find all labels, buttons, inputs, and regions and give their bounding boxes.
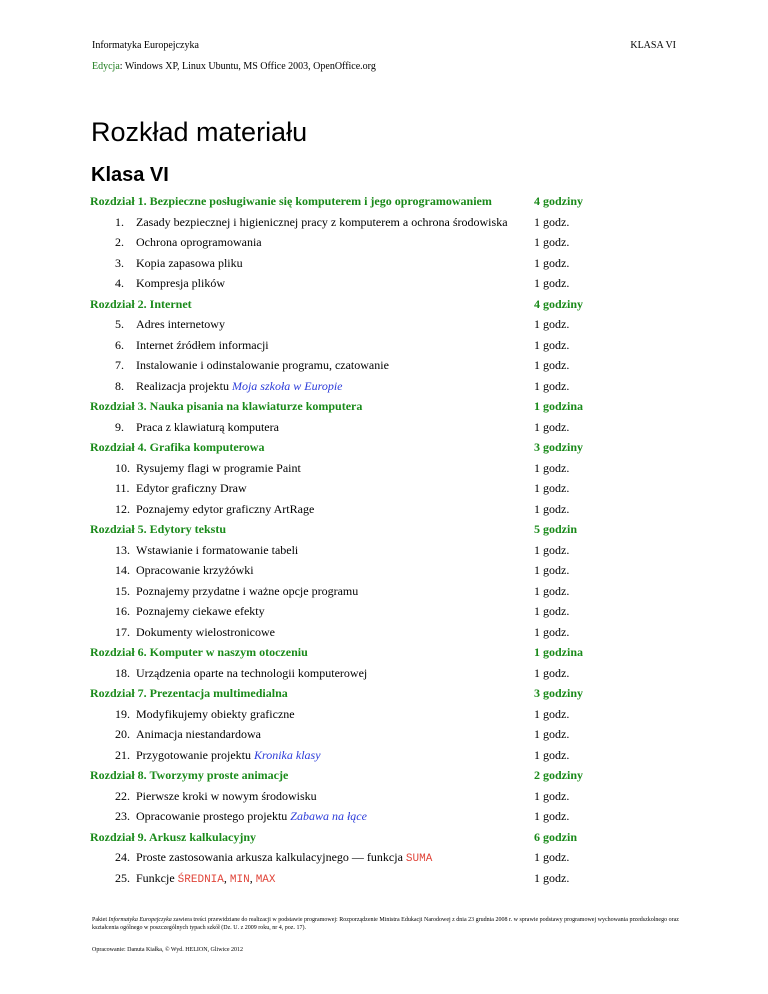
title-text: Internet źródłem informacji — [136, 337, 269, 352]
hours: 6 godzin — [534, 829, 578, 844]
chapter-row — [90, 827, 680, 848]
hours: 1 godz. — [534, 378, 570, 393]
lesson-row — [90, 478, 680, 499]
chapter-row — [90, 765, 680, 786]
lesson-title — [115, 847, 432, 870]
chapter-row — [90, 437, 680, 458]
lesson-number: 20. — [115, 727, 130, 741]
lesson-title — [115, 355, 389, 376]
lesson-title — [115, 663, 367, 684]
hours: 1 godz. — [534, 481, 570, 495]
title-text: Dokumenty wielostronicowe — [136, 624, 275, 639]
hours: 1 godz. — [534, 788, 570, 803]
lesson-title — [115, 212, 508, 233]
title-text: Ochrona oprogramowania — [136, 235, 262, 249]
hours: 1 godz. — [534, 255, 570, 270]
edition-text: : Windows XP, Linux Ubuntu, MS Office 2003, OpenOffice.org — [119, 61, 376, 72]
hours: 1 godz. — [534, 542, 570, 557]
title-text: Rozdział 7. Prezentacja multimedialna — [90, 686, 288, 700]
project-name: Zabawa na łące — [290, 809, 367, 823]
lesson-row — [90, 868, 680, 889]
title-text: Rozdział 5. Edytory tekstu — [90, 522, 226, 536]
chapter-title — [90, 396, 362, 417]
lesson-number: 18. — [115, 665, 130, 680]
hours: 1 godz. — [534, 419, 570, 434]
lesson-number: 11. — [115, 481, 130, 495]
lesson-number: 21. — [115, 747, 130, 762]
lesson-number: 15. — [115, 583, 130, 598]
title-text: Opracowanie krzyżówki — [136, 563, 254, 577]
lesson-number: 1. — [115, 214, 124, 229]
lesson-number: 23. — [115, 809, 130, 823]
footer-note-post: zawiera treści przewidziane do realizacji w podstawie programowej: Rozporządzenie Ministra Edukacji Narodowej z dnia 23 grudnia 2008 r. w sprawie podstawy programowej wychowania przedszkolnego oraz kształcenia ogólnego w poszczególnych typach szkół (Dz. U. z 2009 roku, nr 4, poz. 17). — [92, 917, 679, 931]
hours: 1 godz. — [534, 317, 570, 331]
lesson-row — [90, 376, 680, 397]
chapter-row — [90, 642, 680, 663]
footer-note — [92, 916, 682, 932]
hours: 1 godz. — [534, 276, 570, 290]
hours: 1 godz. — [534, 665, 570, 680]
lesson-row — [90, 745, 680, 766]
title-text: Funkcje — [136, 870, 178, 885]
title-text: Rozdział 2. Internet — [90, 296, 192, 311]
lesson-title — [115, 786, 317, 807]
lesson-row — [90, 663, 680, 684]
lesson-number: 16. — [115, 604, 130, 618]
title-text: Realizacja projektu — [136, 378, 232, 393]
lesson-number: 7. — [115, 358, 124, 372]
lesson-title — [115, 868, 276, 891]
title-text: Poznajemy edytor graficzny ArtRage — [136, 501, 315, 516]
title-text: Instalowanie i odinstalowanie programu, czatowanie — [136, 358, 389, 372]
function-name: MAX — [255, 873, 276, 886]
title-text: Praca z klawiaturą komputera — [136, 419, 279, 434]
lesson-title — [115, 253, 243, 274]
lesson-title — [115, 622, 275, 643]
chapter-row — [90, 294, 680, 315]
hours: 2 godziny — [534, 768, 584, 782]
lesson-row — [90, 806, 680, 827]
project-name: Kronika klasy — [253, 747, 321, 762]
title-text: Rozdział 6. Komputer w naszym otoczeniu — [90, 645, 308, 659]
title-text: Adres internetowy — [136, 317, 225, 331]
chapter-title — [90, 191, 492, 212]
hours: 1 godz. — [534, 460, 570, 475]
function-name: MIN — [229, 873, 250, 886]
lesson-row — [90, 273, 680, 294]
lesson-number: 10. — [115, 460, 130, 475]
chapter-row — [90, 396, 680, 417]
lesson-row — [90, 540, 680, 561]
hours: 4 godziny — [534, 296, 584, 311]
hours: 3 godziny — [534, 686, 584, 700]
chapter-title — [90, 765, 288, 786]
chapter-title — [90, 642, 308, 663]
hours: 1 godz. — [534, 235, 570, 249]
title-text: Kopia zapasowa pliku — [136, 255, 243, 270]
header-title: Informatyka Europejczyka — [92, 40, 199, 51]
lesson-title — [115, 560, 254, 581]
lesson-number: 24. — [115, 850, 130, 864]
footer-author: Opracowanie: Danuta Kiałka, © Wyd. HELION, Gliwice 2012 — [92, 947, 244, 953]
lesson-title — [115, 724, 261, 745]
lesson-number: 12. — [115, 501, 130, 516]
lesson-row — [90, 560, 680, 581]
hours: 1 godz. — [534, 583, 570, 598]
title-text: Animacja niestandardowa — [136, 727, 261, 741]
separator: , — [249, 870, 256, 885]
lesson-number: 8. — [115, 378, 124, 393]
lesson-row — [90, 253, 680, 274]
hours: 1 godz. — [534, 809, 570, 823]
lesson-number: 3. — [115, 255, 124, 270]
lesson-title — [115, 745, 321, 766]
lesson-row — [90, 212, 680, 233]
chapter-title — [90, 294, 192, 315]
lesson-row — [90, 355, 680, 376]
lesson-row — [90, 417, 680, 438]
chapter-row — [90, 191, 680, 212]
lesson-title — [115, 417, 279, 438]
hours: 1 godz. — [534, 870, 570, 885]
function-name: SUMA — [405, 853, 433, 865]
hours: 1 godzina — [534, 645, 584, 659]
lesson-title — [115, 601, 265, 622]
title-text: Wstawianie i formatowanie tabeli — [136, 542, 299, 557]
chapter-title — [90, 437, 264, 458]
lesson-row — [90, 786, 680, 807]
lesson-number: 2. — [115, 235, 124, 249]
title-text: Zasady bezpiecznej i higienicznej pracy z komputerem a ochrona środowiska — [136, 214, 508, 229]
hours: 1 godz. — [534, 706, 570, 721]
lesson-title — [115, 499, 314, 520]
lesson-title — [115, 540, 298, 561]
lesson-number: 14. — [115, 563, 130, 577]
hours: 1 godz. — [534, 747, 570, 762]
hours: 3 godziny — [534, 440, 584, 454]
title-text: Poznajemy ciekawe efekty — [136, 604, 265, 618]
lesson-number: 25. — [115, 870, 130, 885]
lesson-title — [115, 458, 301, 479]
hours: 1 godz. — [534, 604, 570, 618]
chapter-title — [90, 519, 226, 540]
lesson-row — [90, 499, 680, 520]
lesson-number: 17. — [115, 624, 130, 639]
hours: 1 godz. — [534, 501, 570, 516]
title-text: Poznajemy przydatne i ważne opcje programu — [136, 583, 359, 598]
chapter-title — [90, 827, 256, 848]
hours: 1 godz. — [534, 563, 570, 577]
title-text: Urządzenia oparte na technologii komputerowej — [136, 665, 368, 680]
lesson-row — [90, 704, 680, 725]
lesson-row — [90, 458, 680, 479]
separator: , — [223, 870, 230, 885]
footer-note-pre: Pakiet — [92, 917, 109, 923]
title-text: Przygotowanie projektu — [136, 747, 254, 762]
lesson-row — [90, 724, 680, 745]
edition-line — [92, 61, 376, 72]
lesson-number: 22. — [115, 788, 130, 803]
hours: 1 godz. — [534, 850, 570, 864]
hours: 1 godz. — [534, 624, 570, 639]
title-text: Rysujemy flagi w programie Paint — [136, 460, 301, 475]
chapter-title — [90, 683, 288, 704]
chapter-row — [90, 683, 680, 704]
lesson-number: 13. — [115, 542, 130, 557]
title-text: Modyfikujemy obiekty graficzne — [136, 706, 295, 721]
lesson-title — [115, 478, 247, 499]
lesson-number: 4. — [115, 276, 124, 290]
title-text: Rozdział 3. Nauka pisania na klawiaturze komputera — [90, 399, 363, 413]
function-name: ŚREDNIA — [177, 873, 224, 886]
lesson-number: 5. — [115, 317, 124, 331]
lesson-row — [90, 601, 680, 622]
title-text: Rozdział 4. Grafika komputerowa — [90, 440, 265, 454]
chapter-row — [90, 519, 680, 540]
lesson-row — [90, 622, 680, 643]
lesson-title — [115, 581, 358, 602]
title-text: Edytor graficzny Draw — [136, 481, 247, 495]
title-text: Rozdział 1. Bezpieczne posługiwanie się komputerem i jego oprogramowaniem — [90, 194, 492, 208]
lesson-row — [90, 847, 680, 868]
title-text: Pierwsze kroki w nowym środowisku — [136, 788, 317, 803]
project-name: Moja szkoła w Europie — [231, 378, 343, 393]
header-class: KLASA VI — [630, 40, 676, 51]
hours: 1 godz. — [534, 214, 570, 229]
lesson-title — [115, 376, 343, 397]
title-text: Rozdział 9. Arkusz kalkulacyjny — [90, 829, 257, 844]
hours: 4 godziny — [534, 194, 584, 208]
lesson-number: 6. — [115, 337, 124, 352]
lesson-title — [115, 273, 225, 294]
lesson-title — [115, 704, 295, 725]
hours: 1 godz. — [534, 358, 570, 372]
schedule-table — [90, 191, 680, 888]
lesson-number: 19. — [115, 706, 130, 721]
footer-note-italic: Informatyka Europejczyka — [108, 917, 172, 923]
hours: 1 godz. — [534, 727, 570, 741]
lesson-number: 9. — [115, 419, 124, 434]
lesson-row — [90, 335, 680, 356]
lesson-title — [115, 314, 225, 335]
lesson-row — [90, 232, 680, 253]
hours: 5 godzin — [534, 522, 578, 536]
title-text: Opracowanie prostego projektu — [136, 809, 291, 823]
lesson-title — [115, 335, 269, 356]
edition-label: Edycja — [92, 61, 120, 72]
title-text: Kompresja plików — [136, 276, 225, 290]
class-heading: Klasa VI — [91, 164, 169, 186]
lesson-title — [115, 806, 367, 827]
page-title: Rozkład materiału — [91, 117, 308, 147]
lesson-row — [90, 581, 680, 602]
hours: 1 godzina — [534, 399, 584, 413]
title-text: Rozdział 8. Tworzymy proste animacje — [90, 768, 289, 782]
hours: 1 godz. — [534, 337, 570, 352]
lesson-title — [115, 232, 262, 253]
title-text: Proste zastosowania arkusza kalkulacyjnego — funkcja — [136, 850, 406, 864]
lesson-row — [90, 314, 680, 335]
